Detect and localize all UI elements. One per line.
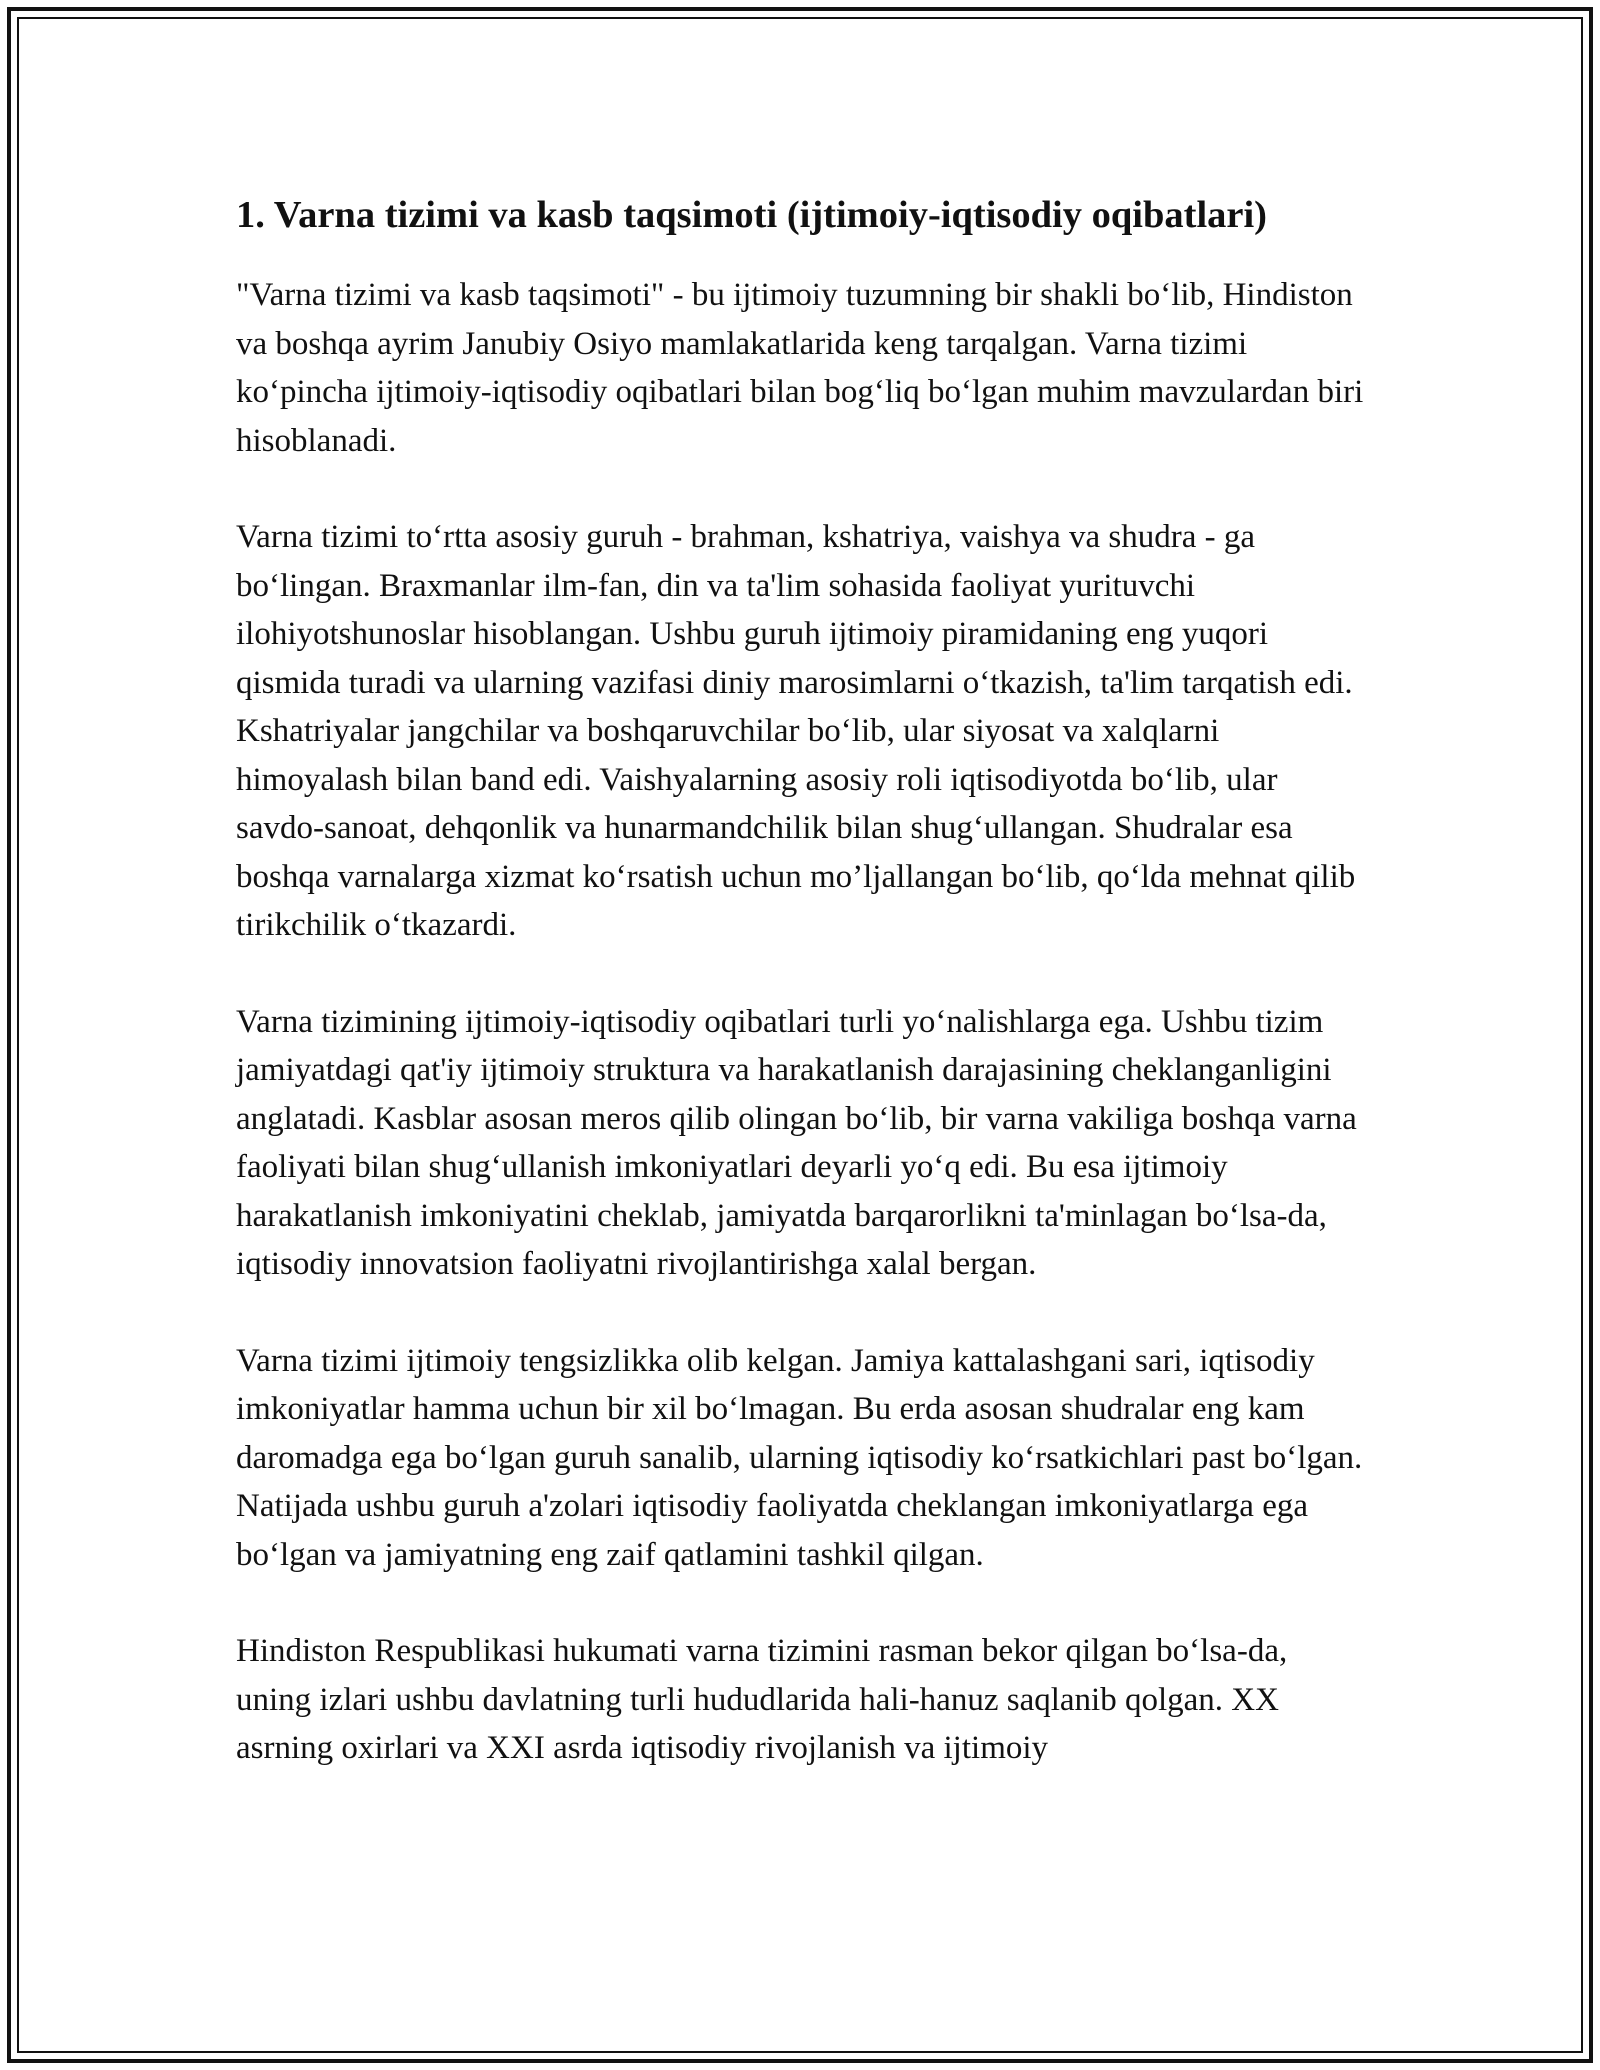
paragraph-inequality: Varna tizimi ijtimoiy tengsizlikka olib kelgan. Jamiya kattalashgani sari, iqtisodiy imkoniyatlar hamma uchun bir xil bo‘lmagan. Bu erda asosan shudralar eng kam daromadga ega bo‘lgan guruh sanalib, ularning iqtisodiy ko‘rsatkichlari past bo‘lgan. Natijada ushbu guruh a'zolari iqtisodiy faoliyatda cheklangan imkoniyatlarga ega bo‘lgan va jamiyatning eng zaif qatlamini tashkil qilgan. bbox=[236, 1342, 1363, 1573]
document-body bbox=[236, 185, 1366, 1773]
paragraph-intro: "Varna tizimi va kasb taqsimoti" - bu ijtimoiy tuzumning bir shakli bo‘lib, Hindiston va boshqa ayrim Janubiy Osiyo mamlakatlarida keng tarqalgan. Varna tizimi ko‘pincha ijtimoiy-iqtisodiy oqibatlari bilan bog‘liq bo‘lgan muhim mavzulardan biri hisoblanadi. bbox=[236, 277, 1364, 459]
paragraph-consequences: Varna tizimining ijtimoiy-iqtisodiy oqibatlari turli yo‘nalishlarga ega. Ushbu tizim jamiyatdagi qat'iy ijtimoiy struktura va harakatlanish darajasining cheklanganligini anglatadi. Kasblar asosan meros qilib olingan bo‘lib, bir varna vakiliga boshqa varna faoliyati bilan shug‘ullanish imkoniyatlari deyarli yo‘q edi. Bu esa ijtimoiy harakatlanish imkoniyatini cheklab, jamiyatda barqarorlikni ta'minlagan bo‘lsa-da, iqtisodiy innovatsion faoliyatni rivojlantirishga xalal bergan. bbox=[236, 1003, 1357, 1282]
paragraph-four-varnas: Varna tizimi to‘rtta asosiy guruh - brahman, kshatriya, vaishya va shudra - ga bo‘lingan. Braxmanlar ilm-fan, din va ta'lim sohasida faoliyat yurituvchi ilohiyotshunoslar hisoblangan. Ushbu guruh ijtimoiy piramidaning eng yuqori qismida turadi va ularning vazifasi diniy marosimlarni o‘tkazish, ta'lim tarqatish edi. Kshatriyalar jangchilar va boshqaruvchilar bo‘lib, ular siyosat va xalqlarni himoyalash bilan band edi. Vaishyalarning asosiy roli iqtisodiyotda bo‘lib, ular savdo-sanoat, dehqonlik va hunarmandchilik bilan shug‘ullangan. Shudralar esa boshqa varnalarga xizmat ko‘rsatish uchun mo’ljallangan bo‘lib, qo‘lda mehnat qilib tirikchilik o‘tkazardi. bbox=[236, 519, 1356, 943]
paragraph-modern-india: Hindiston Respublikasi hukumati varna tizimini rasman bekor qilgan bo‘lsa-da, uning izlari ushbu davlatning turli hududlarida hali-hanuz saqlanib qolgan. XX asrning oxirlari va XXI asrda iqtisodiy rivojlanish va ijtimoiy bbox=[236, 1633, 1288, 1766]
section-heading: 1. Varna tizimi va kasb taqsimoti (ijtimoiy-iqtisodiy oqibatlari) bbox=[236, 194, 1268, 236]
